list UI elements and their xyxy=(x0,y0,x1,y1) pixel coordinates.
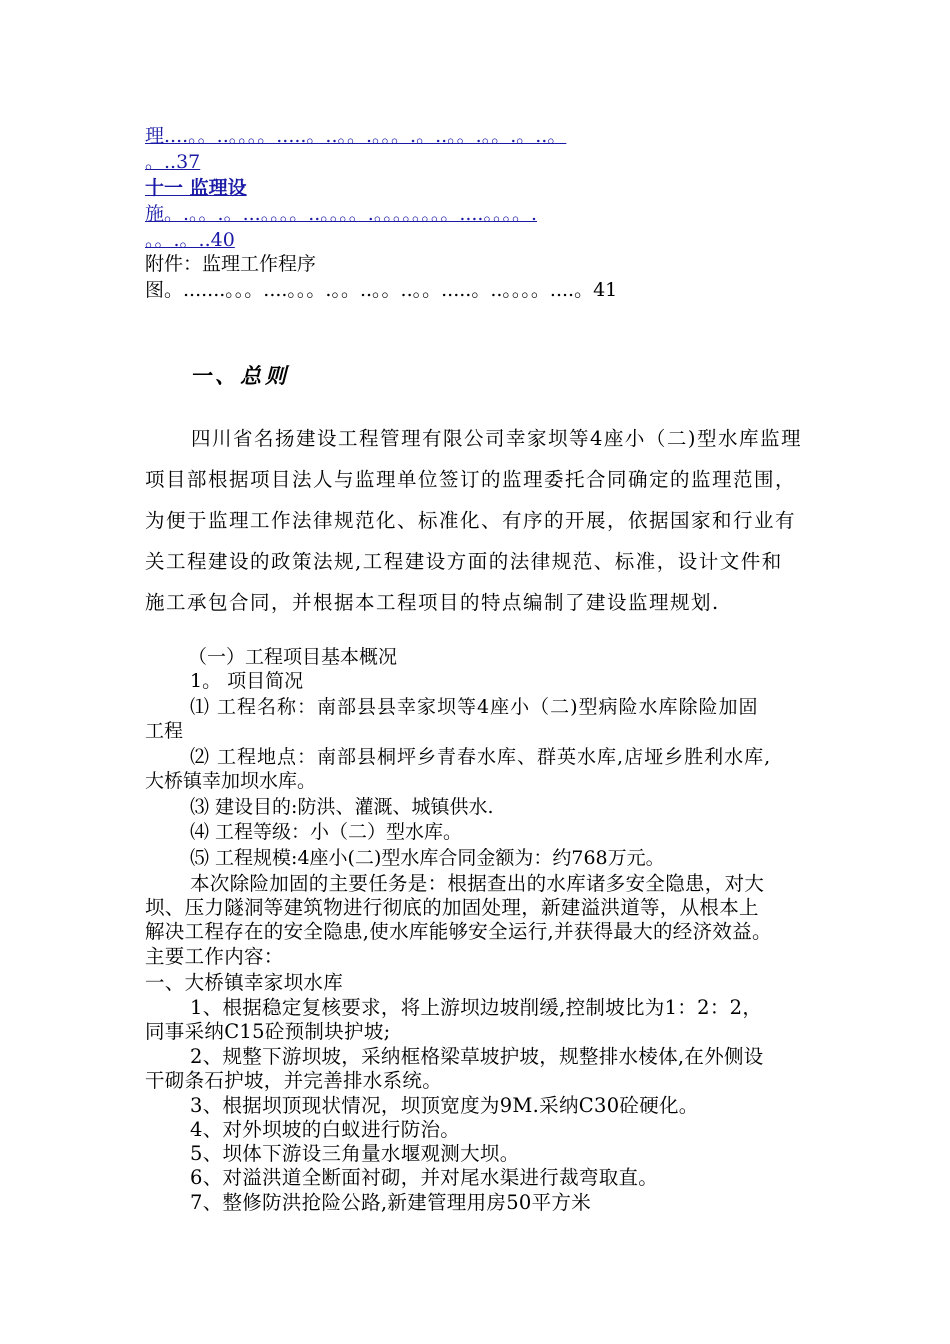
project-grade: ⑷ 工程等级：小（二）型水库。 xyxy=(190,821,463,843)
reservoir-1-item-3: 3、根据坝顶现状情况，坝顶宽度为9M.采纳C30砼硬化。 xyxy=(190,1094,699,1117)
project-name-line-1: ⑴ 工程名称：南部县县幸家坝等4座小（二)型病险水库除险加固 xyxy=(190,696,759,718)
reservoir-1-item-1-line-2: 同事采纳C15砼预制块护坡; xyxy=(145,1020,391,1043)
toc-link-11-dots[interactable] xyxy=(145,202,537,226)
toc-11-line2: 施。.。。.。...。。。。..。。。。.。。。。。。。。....。。。。. xyxy=(145,203,538,225)
intro-line-5: 施工承包合同，并根据本工程项目的特点编制了建设监理规划. xyxy=(145,591,720,614)
toc-link-li[interactable] xyxy=(145,124,566,148)
toc-link-11[interactable] xyxy=(145,176,247,200)
reservoir-1-item-1-line-1: 1、根据稳定复核要求，将上游坝边坡削缓,控制坡比为1：2：2， xyxy=(190,996,763,1019)
toc-11-line3: 。。.。..40 xyxy=(145,229,235,251)
intro-line-2: 项目部根据项目法人与监理单位签订的监理委托合同确定的监理范围， xyxy=(145,468,797,491)
main-task-line-3: 解决工程存在的安全隐患,使水库能够安全运行,并获得最大的经济效益。 xyxy=(145,920,772,943)
main-task-line-4: 主要工作内容： xyxy=(145,945,284,968)
reservoir-1-item-7: 7、整修防洪抢险公路,新建管理用房50平方米 xyxy=(190,1191,592,1214)
reservoir-1-item-5: 5、坝体下游设三角量水堰观测大坝。 xyxy=(190,1142,520,1165)
intro-line-1: 四川省名扬建设工程管理有限公司幸家坝等4座小（二)型水库监理 xyxy=(191,427,803,450)
toc-11-title: 十一 监理设 xyxy=(145,177,247,199)
overview-sub: 1。 项目简况 xyxy=(190,670,304,692)
toc-link-11-page[interactable] xyxy=(145,228,235,252)
intro-line-3: 为便于监理工作法律规范化、标准化、有序的开展，依据国家和行业有 xyxy=(145,509,797,532)
project-site-line-2: 大桥镇幸加坝水库。 xyxy=(145,770,317,792)
section-heading: 一、总则 xyxy=(190,363,290,388)
reservoir-1-item-4: 4、对外坝坡的白蚁进行防治。 xyxy=(190,1118,461,1141)
toc-li-line2: 。..37 xyxy=(145,151,201,173)
toc-appendix-page: 图。.......。。。....。。。.。。..。。..。。.....。..。。。。....。41 xyxy=(145,279,618,301)
toc-li-line1: 理....。。..。。。。.....。..。。.。。。.。..。。.。。.。..。 xyxy=(145,125,567,147)
overview-title: （一）工程项目基本概况 xyxy=(188,646,398,668)
reservoir-1-item-2-line-1: 2、规整下游坝坡，采纳框格梁草坡护坡，规整排水棱体,在外侧设 xyxy=(190,1045,764,1068)
main-task-line-1: 本次除险加固的主要任务是：根据查出的水库诸多安全隐患，对大 xyxy=(190,872,765,895)
project-purpose: ⑶ 建设目的:防洪、灌溉、城镇供水. xyxy=(190,796,494,818)
project-site-line-1: ⑵ 工程地点：南部县桐坪乡青春水库、群英水库,店垭乡胜利水库, xyxy=(190,746,772,768)
reservoir-1-item-2-line-2: 干砌条石护坡，并完善排水系统。 xyxy=(145,1069,443,1092)
toc-appendix-title: 附件：监理工作程序 xyxy=(145,253,317,275)
reservoir-1-item-6: 6、对溢洪道全断面衬砌，并对尾水渠进行裁弯取直。 xyxy=(190,1166,659,1189)
project-name-line-2: 工程 xyxy=(145,720,184,742)
reservoir-1-title: 一、大桥镇幸家坝水库 xyxy=(145,971,344,994)
intro-line-4: 关工程建设的政策法规,工程建设方面的法律规范、标准，设计文件和 xyxy=(145,550,783,573)
project-scale: ⑸ 工程规模:4座小(二)型水库合同金额为：约768万元。 xyxy=(190,847,665,869)
main-task-line-2: 坝、压力隧洞等建筑物进行彻底的加固处理，新建溢洪道等，从根本上 xyxy=(145,896,759,919)
toc-link-li-page[interactable] xyxy=(145,150,200,174)
